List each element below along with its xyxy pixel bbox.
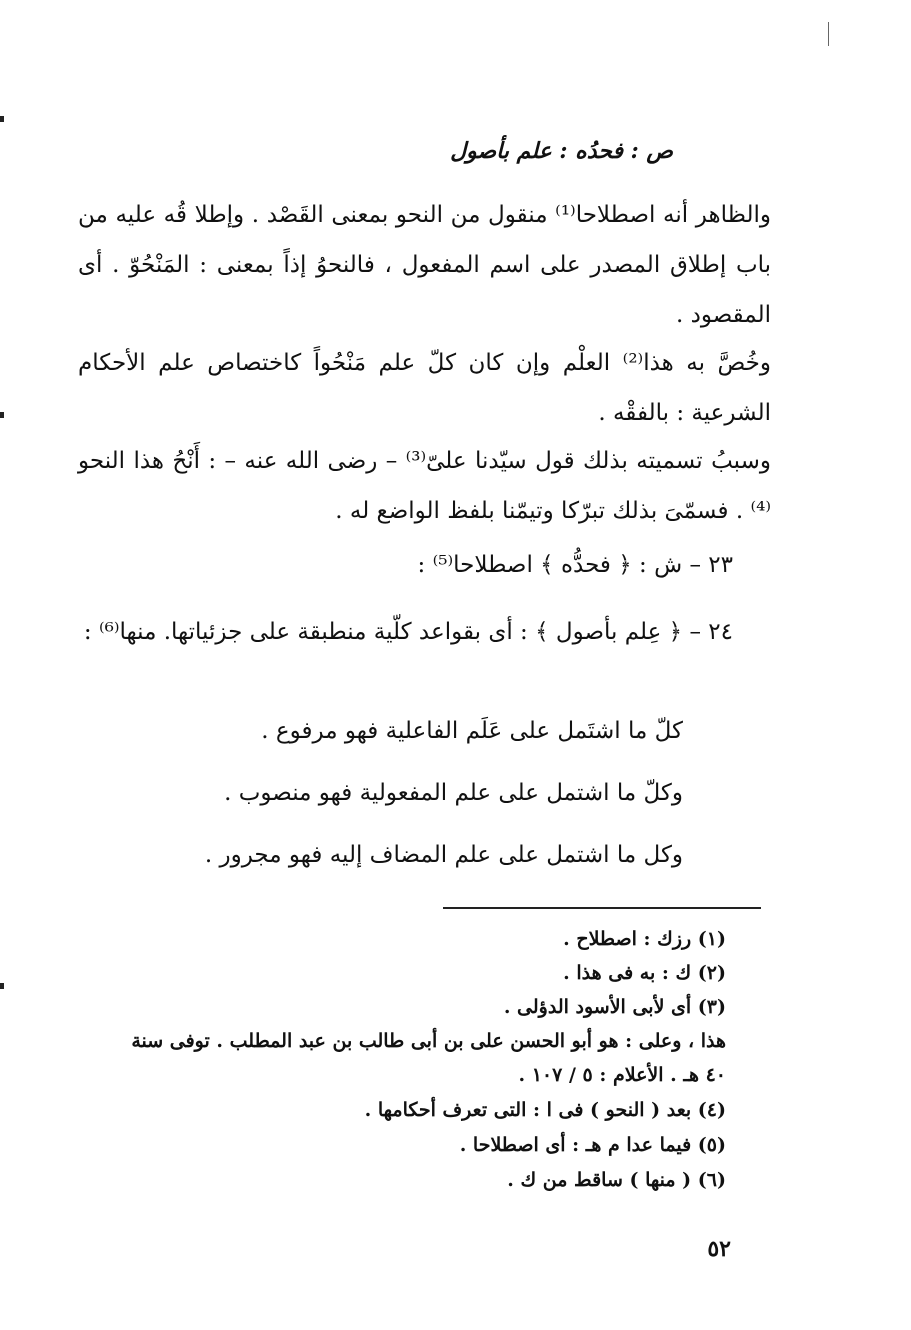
footnote: (٢) ك : به فى هذا . (563, 962, 726, 984)
rule-line: كلّ ما اشتَمل على عَلَم الفاعلية فهو مرفوع . (261, 718, 683, 744)
numbered-item: ٢٤ – ﴿ عِلم بأصول ﴾ : أى بقواعد كلّية منطبقة على جزئياتها. منها⁽⁶⁾ : (83, 619, 733, 645)
footnote-divider (443, 907, 761, 909)
rule-line: وكلّ ما اشتمل على علم المفعولية فهو منصوب . (224, 780, 683, 806)
footnote: (٤) بعد ( النحو ) فى ا : التى تعرف أحكامها . (364, 1099, 726, 1121)
footnote: (٣) أى لأبى الأسود الدؤلى . (503, 996, 726, 1018)
footnote: (٥) فيما عدا م هـ : أى اصطلاحا . (459, 1134, 726, 1156)
footnote: هذا ، وعلى : هو أبو الحسن على بن أبى طالب بن عبد المطلب . توفى سنة (131, 1030, 726, 1052)
paragraph: وخُصَّ به هذا⁽²⁾ العلْم وإن كان كلّ علم مَنْحُواً كاختصاص علم الأحكام الشرعية : بالفقْه . (78, 350, 772, 426)
scan-dot (0, 983, 4, 989)
scan-mark (828, 22, 829, 46)
rule-line: وكل ما اشتمل على علم المضاف إليه فهو مجرور . (204, 842, 683, 868)
paragraph: وسببُ تسميته بذلك قول سيّدنا علىّ⁽³⁾ – رضى الله عنه – : أَنْحُ هذا النحو ⁽⁴⁾ . فسمّىَ بذلك تبرّكا وتيمّنا بلفظ الواضع له . (78, 448, 771, 524)
scan-dot (0, 412, 4, 418)
page-number: ٥٢ (707, 1236, 731, 1262)
page-header: ص : فحدُه : علم بأصول (450, 138, 673, 164)
footnote: (٦) ( منها ) ساقط من ك . (507, 1169, 726, 1191)
footnote: ٤٠ هـ . الأعلام : ٥ / ١٠٧ . (518, 1064, 726, 1086)
paragraph: والظاهر أنه اصطلاحا⁽¹⁾ منقول من النحو بمعنى القَصْد . وإطلا قُه عليه من باب إطلاق المصدر على اسم المفعول ، فالنحوُ إذاً بمعنى : المَنْحُوّ . أى المقصود . (78, 202, 771, 328)
numbered-item: ٢٣ – ش : ﴿ فحدُّه ﴾ اصطلاحا⁽⁵⁾ : (417, 552, 733, 578)
scan-dot (0, 116, 4, 122)
footnote: (١) رزك : اصطلاح . (563, 928, 726, 950)
